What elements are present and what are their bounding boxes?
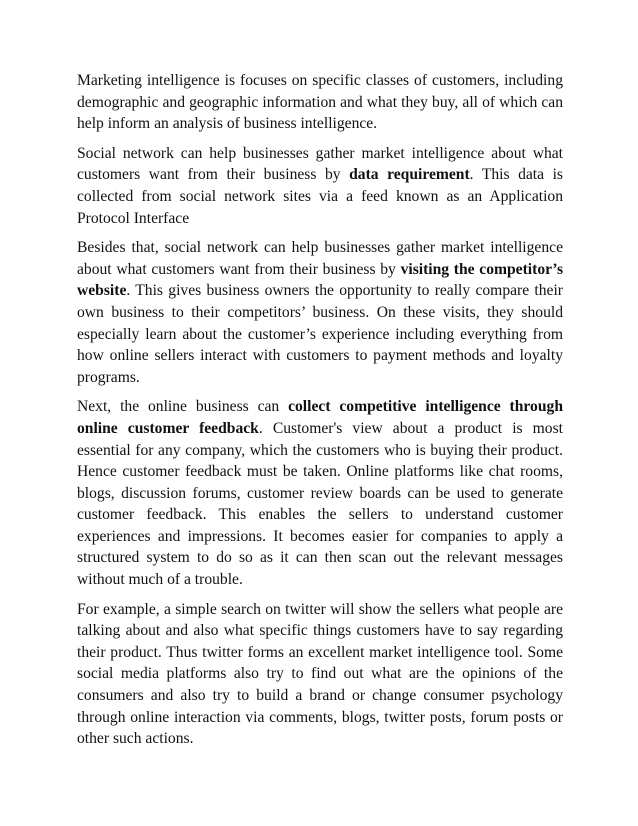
paragraph-social-network-data bbox=[77, 143, 563, 229]
paragraph-text: . This gives business owners the opportunity to really compare their own business to their competitors’ business. On these visits, they should especially learn about the customer’s experience including everything from how online sellers interact with customers to payment methods and loyalty programs. bbox=[77, 282, 563, 386]
bold-term-visiting-competitor-website: visiting the competitor’s website bbox=[77, 260, 564, 300]
paragraph-twitter-example bbox=[77, 599, 563, 750]
paragraph-text: . This data is collected from social network sites via a feed known as an Application Protocol Interface bbox=[77, 166, 563, 227]
bold-term-competitive-intelligence: collect competitive intelligence through online customer feedback bbox=[77, 398, 563, 437]
paragraph-text: . Customer's view about a product is most essential for any company, which the customers who is buying their product. Hence customer feedback must be taken. Online platforms like chat rooms, blogs, discussion forums, customer review boards can be used to generate customer feedback. This enables the sellers to understand customer experiences and impressions. It becomes easier for companies to apply a structured system to do so as it can then scan out the relevant messages without much of a trouble. bbox=[77, 419, 563, 589]
paragraph-competitor-website bbox=[77, 237, 563, 388]
bold-term-data-requirement: data requirement bbox=[349, 166, 470, 184]
paragraph-marketing-intelligence bbox=[77, 70, 563, 135]
document-body bbox=[77, 70, 563, 758]
paragraph-text: Besides that, social network can help businesses gather market intelligence about what customers want from their business by bbox=[77, 239, 563, 278]
paragraph-text: Marketing intelligence is focuses on specific classes of customers, including demographic and geographic information and what they buy, all of which can help inform an analysis of business intelligence. bbox=[77, 72, 563, 133]
paragraph-customer-feedback bbox=[77, 396, 563, 590]
paragraph-text: Next, the online business can bbox=[77, 398, 289, 416]
paragraph-text: Social network can help businesses gather market intelligence about what customers want from their business by bbox=[77, 144, 563, 184]
paragraph-text: For example, a simple search on twitter will show the sellers what people are talking about and also what specific things customers have to say regarding their product. Thus twitter forms an excellent market intelligence tool. Some social media platforms also try to find out what are the opinions of the consumers and also try to build a brand or change consumer psychology through online interaction via comments, blogs, twitter posts, forum posts or other such actions. bbox=[77, 600, 563, 748]
